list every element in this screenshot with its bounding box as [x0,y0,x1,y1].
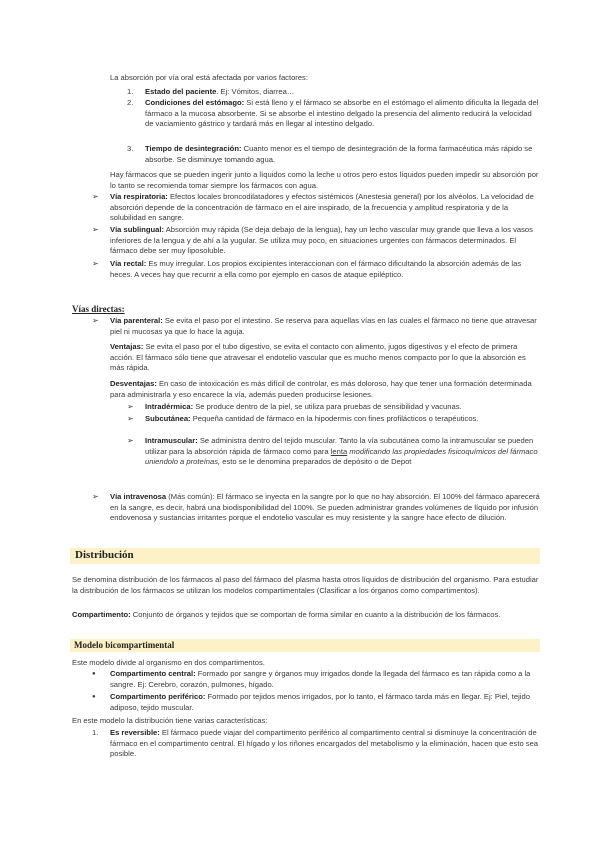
liquid-note: Hay fármacos que se pueden ingerir junto a líquidos como la leche u otros pero estos líquidos pueden impedir su absorción por lo tanto se recomienda tomar siempre los fármacos con agua. [110,170,539,190]
dot-bullet: ● [92,694,96,700]
dot-bullet: ● [92,671,96,677]
distribucion-paragraph: Se denomina distribución de los fármacos al paso del fármaco del plasma hasta otros líquidos de distribución del organismo. Para estudiar la distribución de los fármacos se utilizan los modelos compartimentales (Clasificar a los órganos como compartimentos). [72,575,539,595]
vias-directas-heading: Vías directas: [72,304,125,314]
factor-number: 1. [127,87,134,96]
char-number: 1. [92,728,99,737]
arrow-bullet: ➢ [92,316,99,325]
modelo-heading: Modelo bicompartimental [74,640,175,650]
factor-text: Si está lleno y el fármaco se absorbe en el estómago el alimento dificulta la llegada del fármaco a la mucosa absorbente. Si se absorbe el intestino delgado la presencia del alimento reducirá la velocidad de vaciamiento gástrico y tardará más en llegar al intestino delgado. [145,98,539,129]
factor-item [145,144,540,165]
sub-intradermica: Intradérmica: Se produce dentro de la piel, se utiliza para pruebas de sensibilidad y vacunas. [145,402,462,411]
factor-number: 3. [127,144,134,153]
route-rectal: Vía rectal: Es muy irregular. Los propios excipientes interaccionan con el fármaco dificultando la absorción además de las heces. A veces hay que recurrir a ella como por ejemplo en casos de ataque epiléptico. [110,259,522,279]
factor-item [145,87,540,98]
factor-title: Condiciones del estómago: [145,98,245,107]
factor-title: Estado del paciente [145,87,217,96]
factor-item [145,98,540,130]
distribucion-heading: Distribución [75,549,134,561]
arrow-bullet: ➢ [92,259,99,268]
factor-title: Tiempo de desintegración: [145,144,242,153]
compartimento-periferico: Compartimento periférico: Formado por tejidos menos irrigados, por lo tanto, el fármaco tarda más en llegar. Ej: Piel, tejido adiposo, tejido muscular. [110,692,530,712]
compartimento-central: Compartimento central: Formado por sangre y órganos muy irrigados donde la llegada del fármaco es tan rápida como a la sangre. Ej: Cerebro, corazón, pulmones, hígado. [110,669,531,689]
route-intravenosa: Vía intravenosa (Más común): El fármaco se inyecta en la sangre por lo que no hay absorción. El 100% del fármaco aparecerá en la sangre, es decir, habrá una biodisponibilidad del 100%. Se pueden administrar grandes volúmenes de líquido por infusión endovenosa y sustancias irritantes porque el endotelio vascular es muy resistente y la sangre hace efecto de dilución. [110,492,540,523]
heading-band [70,548,540,564]
route-respiratoria: Vía respiratoria: Efectos locales broncodilatadores y efectos sistémicos (Anestesia general) por los alvéolos. La velocidad de absorción depende de la concentración de fármaco en el aire inspirado, de la frecuencia y amplitud respiratoria y de la solubilidad en sangre. [110,192,534,223]
arrow-bullet: ➢ [127,436,134,445]
caracteristica-reversible: Es reversible: El fármaco puede viajar del compartimento periférico al compartimento central si disminuye la concentración de fármaco en el compartimento central. El hígado y los riñones encargados del metabolismo y la eliminación, hacen que esto sea posible. [110,728,539,759]
sub-subcutanea: Subcutánea: Pequeña cantidad de fármaco en la hipodermis con fines profilácticos o terapéuticos. [145,414,479,423]
arrow-bullet: ➢ [92,492,99,501]
caracteristicas-intro: En este modelo la distribución tiene varias características: [72,716,268,725]
arrow-bullet: ➢ [127,414,134,423]
arrow-bullet: ➢ [127,402,134,411]
arrow-bullet: ➢ [92,192,99,201]
factor-text: . Ej: Vómitos, diarrea… [216,87,295,96]
sub-intramuscular: Intramuscular: Se administra dentro del tejido muscular. Tanto la vía subcutánea como la intramuscular se pueden utilizar para la absorción rápida de fármaco como para lenta modificando las propiedades fisicoquímicos del fármaco uniendolo a proteínas, esto se le denomina preparados de depósito o de Depot [145,436,538,467]
factor-text: Cuanto menor es el tiempo de desintegración de la forma farmacéutica más rápido se absorbe. Se disminuye tomando agua. [145,144,533,164]
factor-number: 2. [127,98,134,107]
route-parenteral: Vía parenteral: Se evita el paso por el intestino. Se reserva para aquellas vías en las cuales el fármaco no tiene que atravesar piel ni mucosas ya que lo hace la aguja. [110,316,537,336]
arrow-bullet: ➢ [92,225,99,234]
modelo-intro: Este modelo divide al organismo en dos compartimentos. [72,658,265,667]
ventajas-paragraph: Ventajas: Se evita el paso por el tubo digestivo, se evita el contacto con alimento, jugos digestivos y el efecto de primera acción. El fármaco sólo tiene que atravesar el endotelio vascular que es mucho menos compacto por lo que la absorción es más rápida. [110,342,526,373]
compartimento-paragraph: Compartimento: Conjunto de órganos y tejidos que se comportan de forma similar en cuanto a la distribución de los fármacos. [72,610,501,619]
intro-text: La absorción por vía oral está afectada por varios factores: [110,73,308,82]
route-sublingual: Vía sublingual: Absorción muy rápida (Se deja debajo de la lengua), hay un lecho vascular muy grande que lleva a los vasos inferiores de la lengua y de ahí a la yugular. Se utiliza muy poco, en situaciones urgentes con fármacos determinados. El fármaco debe ser muy liposoluble. [110,225,533,256]
desventajas-paragraph: Desventajas: En caso de intoxicación es más difícil de controlar, es más doloroso, hay que tener una formación determinada para administrarla y eso encarece la vía, además pueden producirse lesiones. [110,379,532,399]
